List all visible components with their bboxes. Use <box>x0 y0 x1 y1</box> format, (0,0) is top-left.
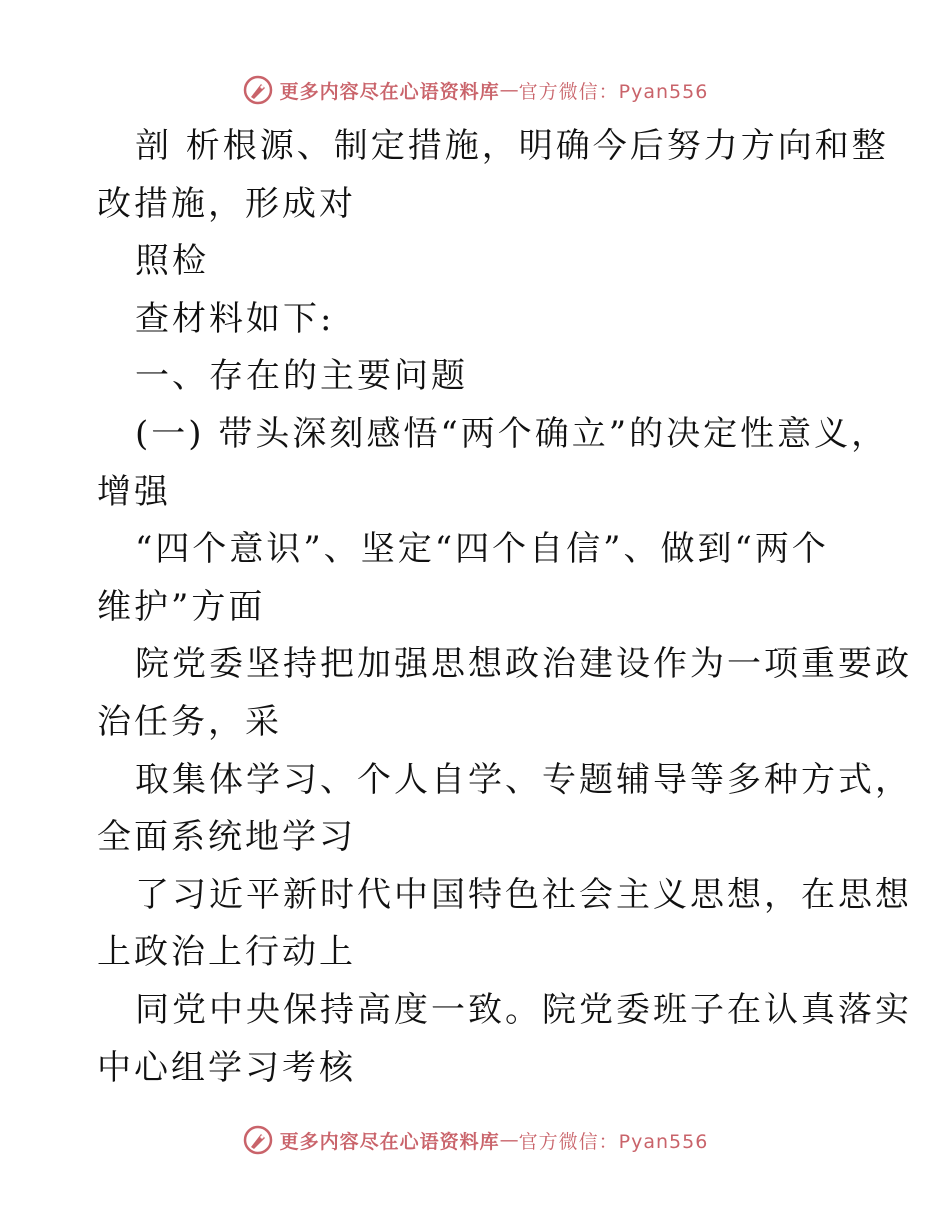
body-line: 中心组学习考核 <box>97 1047 356 1088</box>
body-line: 治任务，采 <box>97 701 282 742</box>
banner-dash: — <box>499 79 519 101</box>
body-line: 了习近平新时代中国特色社会主义思想，在思想 <box>135 874 912 915</box>
banner-main-text: 更多内容尽在心语资料库 <box>279 1130 500 1153</box>
banner-dash: — <box>499 1129 519 1151</box>
header-banner <box>0 70 950 110</box>
body-line: 查材料如下: <box>135 298 335 339</box>
body-line: 剖 析根源、制定措施，明确今后努力方向和整 <box>135 126 889 166</box>
pen-nib-circle-icon <box>242 74 274 106</box>
body-line: “四个意识”、坚定“四个自信”、做到“两个 <box>135 529 829 570</box>
body-line: 院党委坚持把加强思想政治建设作为一项重要政 <box>135 644 912 685</box>
banner-wechat-text: 官方微信：Pyan556 <box>518 80 709 103</box>
subsection-heading: (一) 带头深刻感悟“两个确立”的决定性意义， <box>135 413 889 454</box>
section-heading: 一、存在的主要问题 <box>135 356 468 397</box>
body-line: 上政治上行动上 <box>97 932 356 973</box>
document-body <box>97 118 912 1097</box>
body-line: 照检 <box>135 241 209 282</box>
body-line: 增强 <box>97 471 171 512</box>
banner-main-text: 更多内容尽在心语资料库 <box>279 80 500 103</box>
banner-wechat-text: 官方微信：Pyan556 <box>518 1130 709 1153</box>
pen-nib-circle-icon <box>242 1124 274 1156</box>
body-line: 全面系统地学习 <box>97 817 356 858</box>
body-line: 同党中央保持高度一致。院党委班子在认真落实 <box>135 989 912 1030</box>
body-line: 维护”方面 <box>97 586 266 627</box>
footer-banner <box>0 1120 950 1160</box>
body-line: 改措施，形成对 <box>97 183 356 224</box>
body-line: 取集体学习、个人自学、专题辅导等多种方式， <box>135 759 912 800</box>
